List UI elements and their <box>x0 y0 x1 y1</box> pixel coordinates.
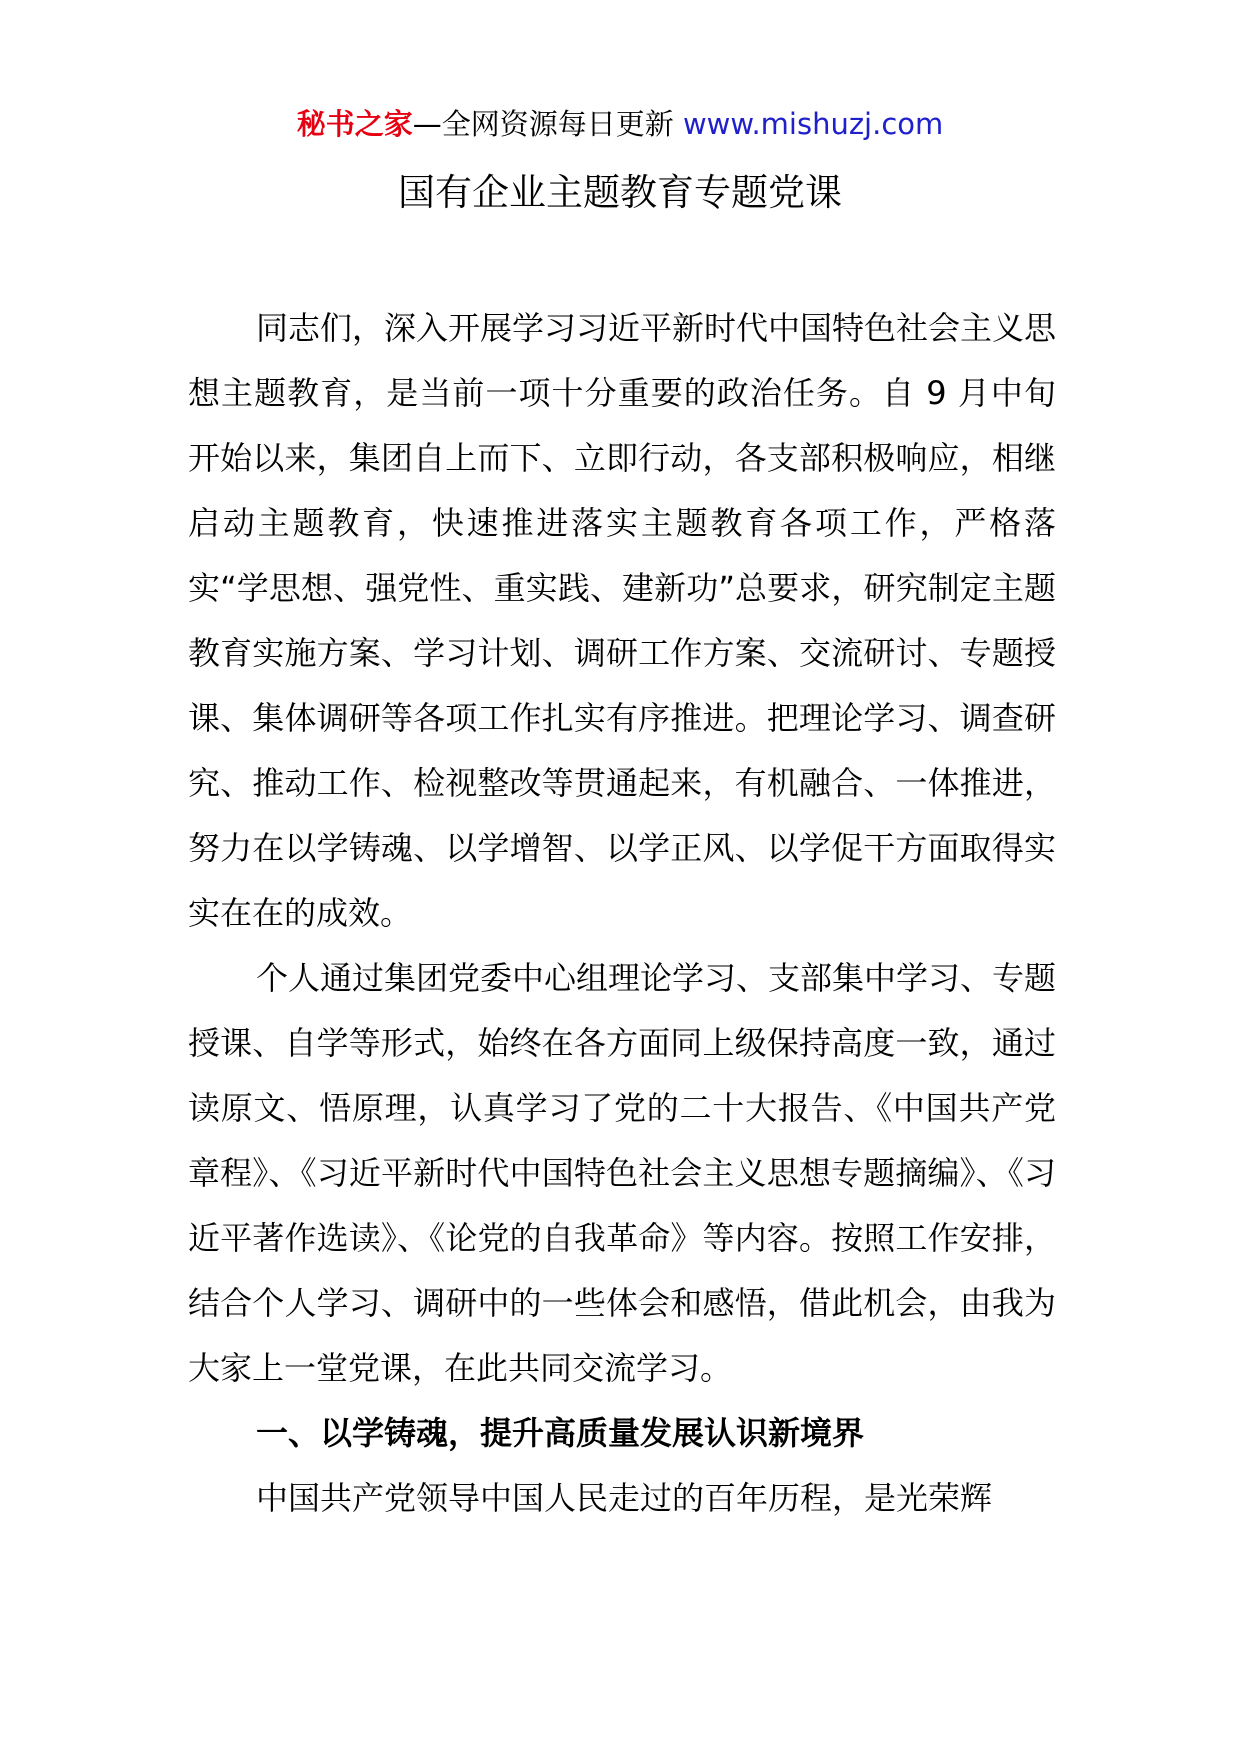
section-paragraph: 中国共产党领导中国人民走过的百年历程，是光荣辉 <box>256 1479 993 1517</box>
document-title: 国有企业主题教育专题党课 <box>398 171 842 214</box>
body-paragraph-1: 同志们，深入开展学习习近平新时代中国特色社会主义思想主题教育，是当前一项十分重要的政治任务。自 9 月中旬开始以来，集团自上而下、立即行动，各支部积极响应，相继启动主题教育，快速推进落实主题教育各项工作，严格落实“学思想、强党性、重实践、建新功”总要求，研究制定主题教育实施方案、学习计划、调研工作方案、交流研讨、专题授课、集体调研等各项工作扎实有序推进。把理论学习、调查研究、推动工作、检视整改等贯通起来，有机融合、一体推进，努力在以学铸魂、以学增智、以学正风、以学促干方面取得实实在在的成效。 <box>188 309 1057 932</box>
site-url-link[interactable]: www.mishuzj.com <box>682 107 944 141</box>
section-heading: 一、以学铸魂，提升高质量发展认识新境界 <box>256 1414 865 1452</box>
document-body <box>188 296 1056 1531</box>
site-banner <box>0 104 1240 144</box>
brand-name: 秘书之家 <box>296 107 413 141</box>
brand-slogan: —全网资源每日更新 <box>412 107 683 141</box>
body-paragraph-2: 个人通过集团党委中心组理论学习、支部集中学习、专题授课、自学等形式，始终在各方面同上级保持高度一致，通过读原文、悟原理，认真学习了党的二十大报告、《中国共产党章程》、《习近平新时代中国特色社会主义思想专题摘编》、《习近平著作选读》、《论党的自我革命》等内容。按照工作安排，结合个人学习、调研中的一些体会和感悟，借此机会，由我为大家上一堂党课，在此共同交流学习。 <box>188 959 1057 1387</box>
